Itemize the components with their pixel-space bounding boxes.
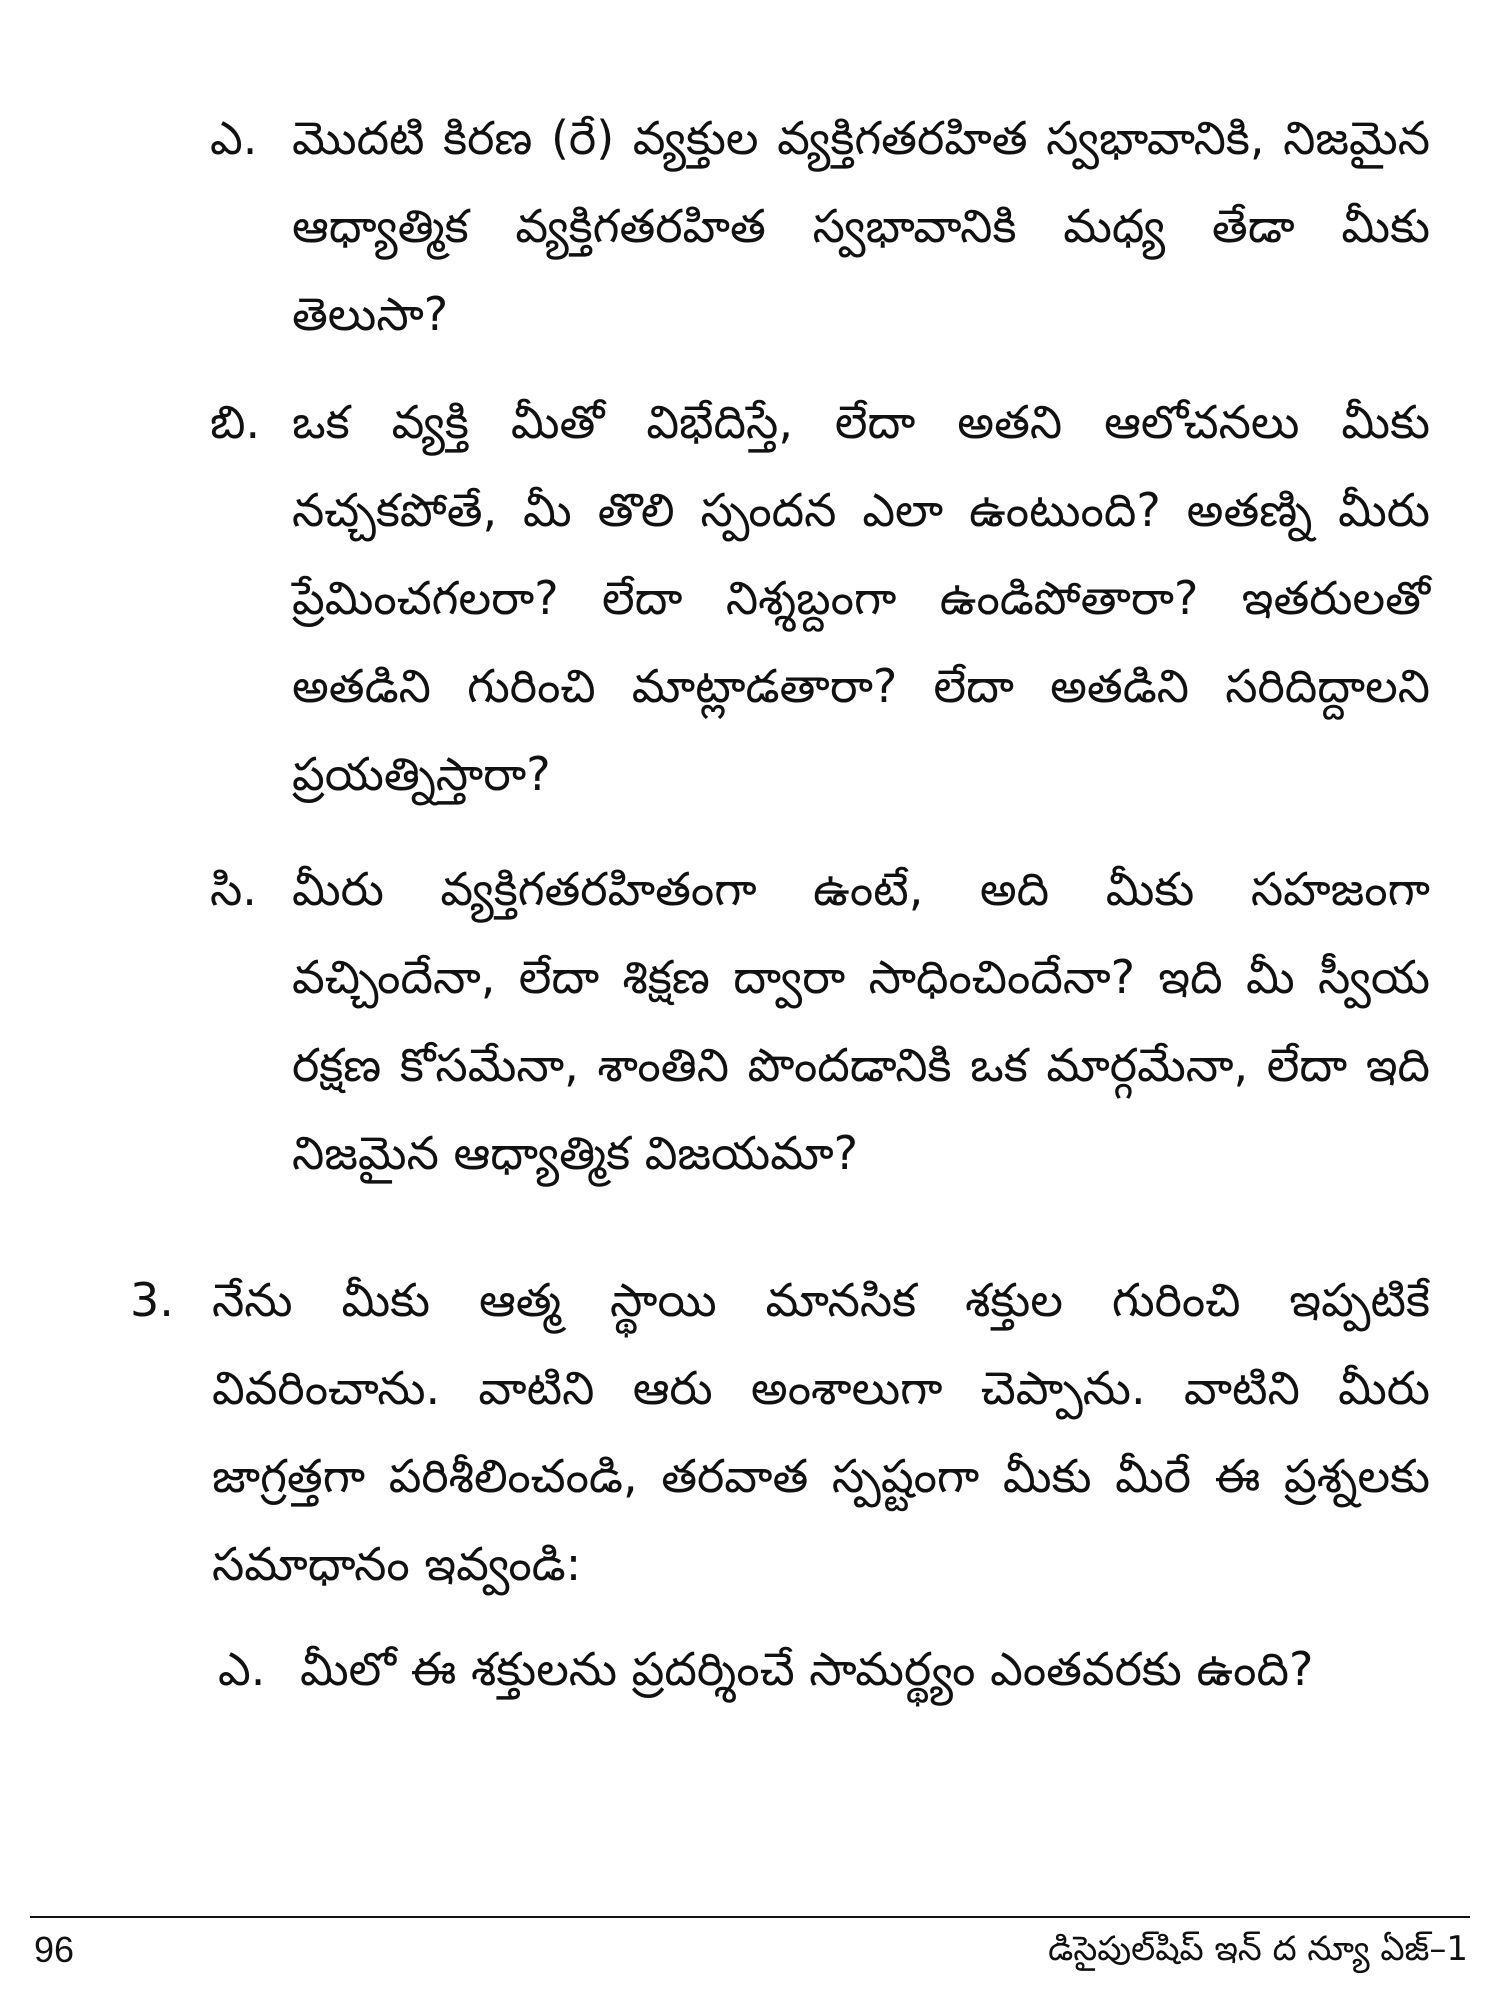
item-text: ఒక వ్యక్తి మీతో విభేదిస్తే, లేదా అతని ఆలోచనలు మీకు నచ్చకపోతే, మీ తొలి స్పందన ఎలా ఉంటుంది? అతణ్ని మీరు ప్రేమించగలరా? లేదా నిశ్శబ్దంగా ఉండిపోతారా? ఇతరులతో అతడిని గురించి మాట్లాడతారా? లేదా అతడిని సరిదిద్దాలని ప్రయత్నిస్తారా? [292, 395, 1430, 801]
question-number: 3. [130, 1273, 174, 1327]
question-3 [130, 1256, 1430, 1608]
question-2b [210, 378, 1430, 818]
item-marker: బి. [210, 395, 261, 449]
question-3a [218, 1625, 1430, 1713]
question-text: నేను మీకు ఆత్మ స్థాయి మానసిక శక్తుల గురించి ఇప్పటికే వివరించాను. వాటిని ఆరు అంశాలుగా చెప్పాను. వాటిని మీరు జాగ్రత్తగా పరిశీలించండి, తరవాత స్పష్టంగా మీకు మీరే ఈ ప్రశ్నలకు సమాధానం ఇవ్వండి: [212, 1273, 1430, 1591]
item-marker: ఎ. [218, 1642, 266, 1696]
running-title: డిసైపుల్‌షిప్ ఇన్ ద న్యూ ఏజ్–1 [1048, 1929, 1468, 1969]
item-text: మీరు వ్యక్తిగతరహితంగా ఉంటే, అది మీకు సహజంగా వచ్చిందేనా, లేదా శిక్షణ ద్వారా సాధించిందేనా? ఇది మీ స్వీయ రక్షణ కోసమేనా, శాంతిని పొందడానికి ఒక మార్గమేనా, లేదా ఇది నిజమైన ఆధ్యాత్మిక విజయమా? [292, 862, 1430, 1180]
footer-rule [30, 1916, 1470, 1918]
item-text: మీలో ఈ శక్తులను ప్రదర్శించే సామర్థ్యం ఎంతవరకు ఉంది? [300, 1642, 1314, 1696]
page-number: 96 [34, 1929, 75, 1970]
question-2c [210, 845, 1430, 1197]
item-marker: ఎ. [210, 111, 258, 165]
question-2a [210, 94, 1430, 358]
item-text: మొదటి కిరణ (రే) వ్యక్తుల వ్యక్తిగతరహిత స్వభావానికి, నిజమైన ఆధ్యాత్మిక వ్యక్తిగతరహిత స్వభావానికి మధ్య తేడా మీకు తెలుసా? [292, 111, 1430, 341]
item-marker: సి. [210, 862, 257, 916]
